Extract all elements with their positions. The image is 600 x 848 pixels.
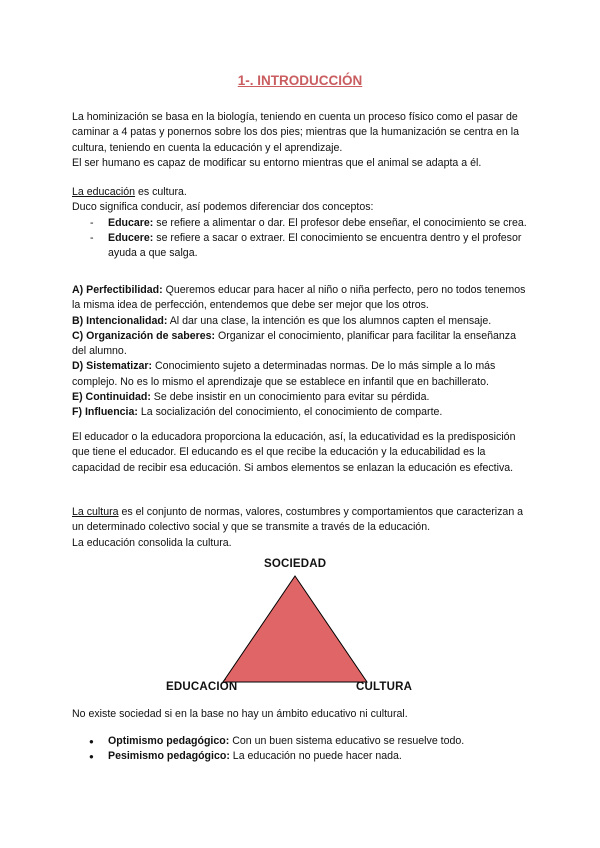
caracteristica-text: Queremos educar para hacer al niño o niña perfecto, pero no todos tenemos la misma idea de perfección, entendemos que debe ser mejor que los otros. (72, 284, 526, 312)
diagram-label-top: SOCIEDAD (264, 558, 327, 570)
educacion-term: La educación (72, 186, 136, 198)
triangle-shape (223, 576, 367, 682)
educador-paragraph: El educador o la educadora proporciona la educación, así, la educatividad es la predisposición que tiene el educador. El educando es el que recibe la educación y la educabilidad es la capacidad de recibir esa educación. Si ambos elementos se enlazan la educación es efectiva. (72, 431, 516, 474)
no-existe-paragraph: No existe sociedad si en la base no hay un ámbito educativo ni cultural. (72, 708, 408, 720)
list-item-educare (72, 216, 532, 231)
intro-paragraph: La hominización se basa en la biología, teniendo en cuenta un proceso físico como el pasar de caminar a 4 patas y ponernos sobre los dos pies; mientras que la humanización se centra en la cultura, teniendo en cuenta la educación y el aprendizaje. (72, 111, 519, 154)
pesimismo-text: La educación no puede hacer nada. (229, 750, 402, 763)
educador-section (72, 430, 532, 476)
optimismo-term: Optimismo pedagógico: (108, 735, 230, 747)
list-item-educere (72, 231, 532, 262)
caracteristica-text: Conocimiento sujeto a determinadas normas. De lo más simple a lo más complejo. No es lo mismo el aprendizaje que se establece en infantil que en bachillerato. (72, 360, 496, 388)
caracteristica-a (72, 283, 532, 314)
caracteristica-b (72, 314, 532, 329)
educere-term: Educere: (108, 231, 154, 244)
cultura-line: La educación consolida la cultura. (72, 536, 232, 549)
intro-paragraph-2: El ser humano es capaz de modificar su entorno mientras que el animal se adapta a él. (72, 156, 482, 169)
cultura-text: es el conjunto de normas, valores, costumbres y comportamientos que caracterizan a un determinado colectivo social y que se transmite a través de la educación. (72, 506, 524, 534)
caracteristica-d (72, 359, 532, 390)
caracteristicas-section (72, 283, 532, 421)
pedagogico-list (72, 734, 532, 765)
caracteristica-text: La socialización del conocimiento, el conocimiento de comparte. (137, 406, 443, 419)
caracteristica-term: D) Sistematizar: (72, 360, 153, 373)
caracteristica-text: Organizar el conocimiento, planificar para facilitar la enseñanza del alumno. (72, 329, 516, 358)
educacion-definition (72, 185, 532, 200)
diagram-label-right: CULTURA (356, 681, 413, 693)
caracteristica-term: A) Perfectibilidad: (72, 284, 163, 296)
caracteristica-term: C) Organización de saberes: (72, 329, 216, 342)
intro-section (72, 110, 532, 171)
cultura-section (72, 505, 532, 551)
caracteristica-term: E) Continuidad: (72, 391, 151, 404)
caracteristica-text: Se debe insistir en un conocimiento para evitar su pérdida. (150, 391, 430, 404)
optimismo-text: Con un buen sistema educativo se resuelve todo. (229, 735, 465, 747)
cultura-definition (72, 505, 532, 536)
pesimismo-term: Pesimismo pedagógico: (108, 750, 230, 763)
caracteristica-text: Al dar una clase, la intención es que los alumnos capten el mensaje. (167, 314, 492, 327)
page-title: 1-. INTRODUCCIÓN (237, 73, 363, 88)
caracteristica-term: B) Intencionalidad: (72, 314, 168, 327)
educere-text: se refiere a sacar o extraer. El conocimiento se encuentra dentro y el profesor ayuda a que salga. (108, 231, 522, 260)
caracteristica-c (72, 329, 532, 360)
list-item-pesimismo (72, 749, 532, 764)
educacion-section (72, 185, 532, 261)
caracteristica-term: F) Influencia: (72, 406, 138, 419)
no-existe-section (72, 707, 532, 722)
educare-text: se refiere a alimentar o dar. El profesor debe enseñar, el conocimiento se crea. (153, 216, 527, 229)
educacion-def: es cultura. (135, 186, 187, 198)
diagram-label-left: EDUCACIÓN (166, 681, 238, 693)
duco-line: Duco significa conducir, así podemos diferenciar dos conceptos: (72, 201, 374, 214)
caracteristica-e (72, 390, 532, 405)
caracteristica-f (72, 405, 532, 420)
list-item-optimismo (72, 734, 532, 749)
cultura-term: La cultura (72, 506, 119, 518)
educare-term: Educare: (108, 216, 154, 229)
triangle-diagram (220, 574, 370, 686)
